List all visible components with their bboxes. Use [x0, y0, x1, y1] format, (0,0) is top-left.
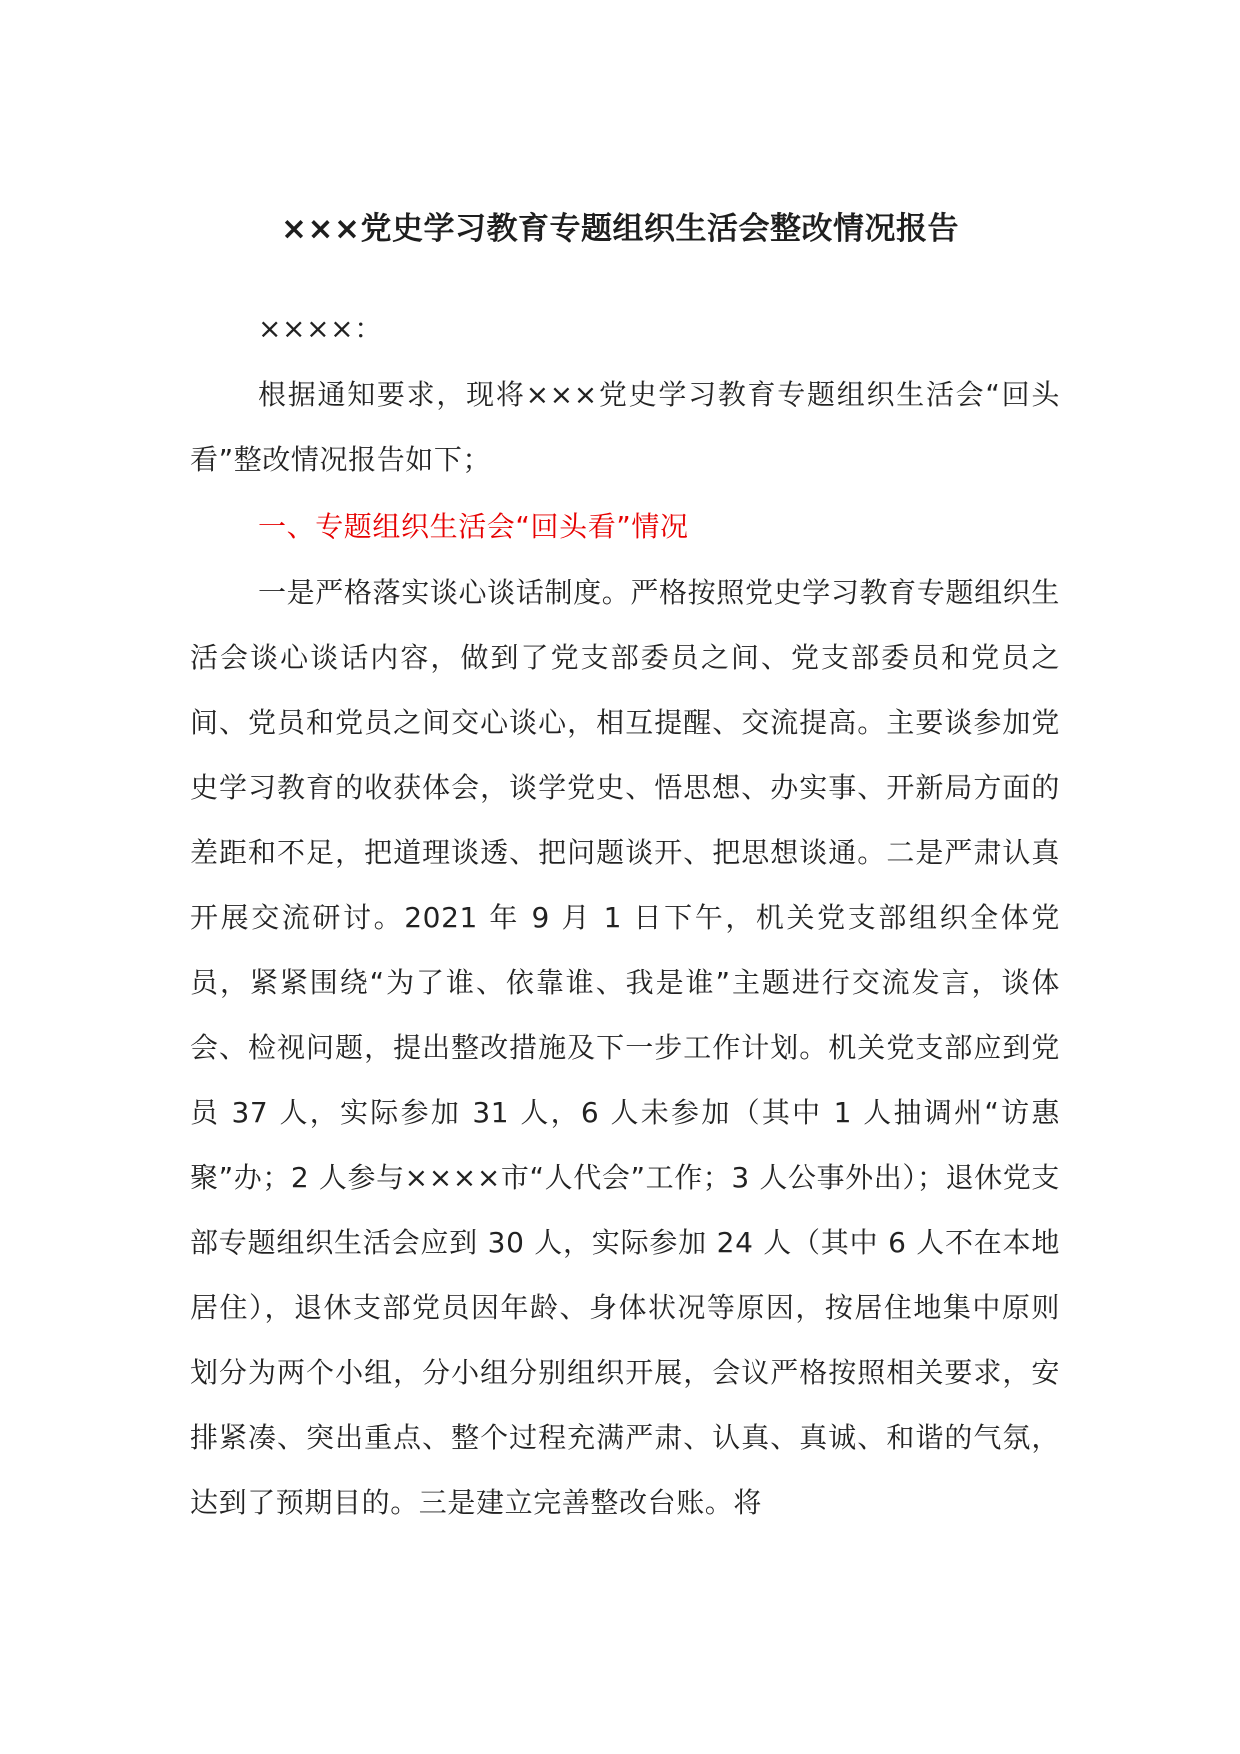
document-title: ×××党史学习教育专题组织生活会整改情况报告: [281, 211, 959, 247]
intro-paragraph: 根据通知要求，现将×××党史学习教育专题组织生活会“回头看”整改情况报告如下；: [190, 378, 1060, 476]
salutation: ××××：: [258, 312, 383, 345]
section-heading: 一、专题组织生活会“回头看”情况: [258, 510, 689, 543]
section-body-paragraph: 一是严格落实谈心谈话制度。严格按照党史学习教育专题组织生活会谈心谈话内容，做到了党支部委员之间、党支部委员和党员之间、党员和党员之间交心谈心，相互提醒、交流提高。主要谈参加党史学习教育的收获体会，谈学党史、悟思想、办实事、开新局方面的差距和不足，把道理谈透、把问题谈开、把思想谈通。二是严肃认真开展交流研讨。2021 年 9 月 1 日下午，机关党支部组织全体党员，紧紧围绕“为了谁、依靠谁、我是谁”主题进行交流发言，谈体会、检视问题，提出整改措施及下一步工作计划。机关党支部应到党员 37 人，实际参加 31 人，6 人未参加（其中 1 人抽调州“访惠聚”办；2 人参与××××市“人代会”工作；3 人公事外出）；退休党支部专题组织生活会应到 30 人，实际参加 24 人（其中 6 人不在本地居住），退休支部党员因年龄、身体状况等原因，按居住地集中原则划分为两个小组，分小组分别组织开展，会议严格按照相关要求，安排紧凑、突出重点、整个过程充满严肃、认真、真诚、和谐的气氛，达到了预期目的。三是建立完善整改台账。将: [190, 576, 1060, 1519]
